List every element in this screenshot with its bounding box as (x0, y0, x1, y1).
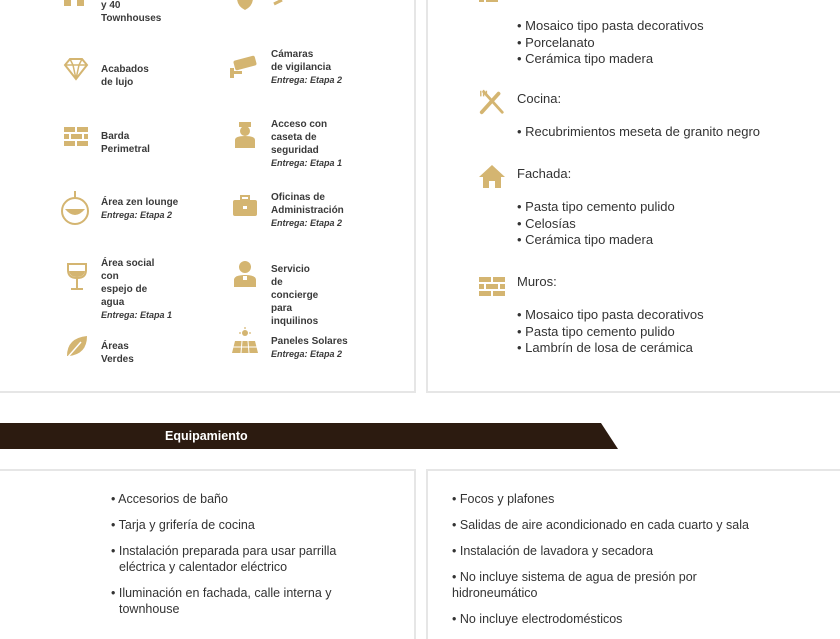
floors-list (517, 18, 704, 68)
amenity-delivery: Entrega: Etapa 2 (271, 349, 343, 359)
concierge-person-icon (231, 259, 259, 287)
leaf-icon (63, 332, 91, 360)
list-item: • Mosaico tipo pasta decorativos (517, 307, 704, 324)
amenity-label (271, 335, 348, 361)
amenity-delivery: Entrega: Etapa 2 (101, 210, 173, 220)
list-item: • Pasta tipo cemento pulido (517, 199, 675, 216)
amenity-label: Servicio de concierge para inquilinos (271, 264, 319, 327)
section-heading-muros: Muros: (517, 274, 557, 289)
equipamiento-banner (0, 423, 618, 449)
building-icon (60, 0, 88, 14)
amenity-label: Barda Perimetral (101, 131, 150, 155)
walls-list (517, 307, 704, 357)
amenity-title: Área zen lounge (101, 197, 179, 208)
list-item: • Accesorios de baño (111, 491, 371, 507)
amenity-delivery: Entrega: Etapa 2 (271, 218, 343, 228)
amenity-title: Área social con espejo de agua (101, 258, 155, 308)
list-item: • Pasta tipo cemento pulido (517, 324, 704, 341)
brick-wall-icon (477, 0, 507, 14)
amenity-title: Cámaras de vigilancia (271, 49, 332, 73)
list-item: • Cerámica tipo madera (517, 51, 704, 68)
amenity-label (271, 118, 342, 170)
amenity-delivery: Entrega: Etapa 1 (271, 158, 343, 168)
amenity-title: Paneles Solares (271, 336, 348, 347)
section-heading-cocina: Cocina: (517, 91, 562, 106)
amenity-title: Oficinas de Administración (271, 192, 344, 216)
brick-wall-icon (62, 123, 90, 151)
section-heading-fachada: Fachada: (517, 166, 572, 181)
list-item: • Cerámica tipo madera (517, 232, 675, 249)
amenity-title: Acceso con caseta de seguridad (271, 119, 328, 156)
amenity-label: y 40 Townhouses (101, 0, 162, 24)
solar-panel-icon (231, 327, 259, 355)
diamond-icon (62, 55, 90, 83)
list-item: • Iluminación en fachada, calle interna y townhouse (111, 585, 371, 617)
amenity-label (101, 196, 178, 222)
list-item: • Mosaico tipo pasta decorativos (517, 18, 704, 35)
wine-glass-icon (63, 262, 91, 290)
kitchen-list (517, 124, 760, 141)
amenity-delivery: Entrega: Etapa 2 (271, 75, 343, 85)
list-item: • Salidas de aire acondicionado en cada cuarto y sala (452, 517, 782, 533)
amenity-label (271, 191, 344, 230)
facade-list (517, 199, 675, 249)
briefcase-icon (231, 193, 259, 221)
amenity-delivery: Entrega: Etapa 1 (101, 310, 173, 320)
security-guard-icon (231, 120, 259, 148)
house-icon (477, 162, 507, 190)
list-item: • Celosías (517, 216, 675, 233)
equipment-list-left (111, 491, 371, 627)
amenity-label (101, 257, 172, 322)
list-item: • No incluye sistema de agua de presión por hidroneumático (452, 569, 782, 601)
brick-wall-icon (477, 273, 507, 301)
hanging-chair-icon (59, 191, 91, 225)
list-item: • Instalación de lavadora y secadora (452, 543, 782, 559)
list-item: • Lambrín de losa de cerámica (517, 340, 704, 357)
list-item: • Instalación preparada para usar parrilla eléctrica y calentador eléctrico (111, 543, 371, 575)
equipment-list-right (452, 491, 782, 637)
list-item: • Porcelanato (517, 35, 704, 52)
small-mark-icon (270, 0, 286, 14)
list-item: • Recubrimientos meseta de granito negro (517, 124, 760, 141)
list-item: • Focos y plafones (452, 491, 782, 507)
amenity-label: Acabados de lujo (101, 64, 149, 88)
amenity-label: Áreas Verdes (101, 341, 134, 365)
amenity-label (271, 48, 342, 87)
shield-icon (231, 0, 259, 14)
equipamiento-title: Equipamiento (165, 429, 248, 443)
fork-knife-icon (477, 88, 507, 116)
security-camera-icon (228, 52, 262, 80)
list-item: • No incluye electrodomésticos (452, 611, 782, 627)
list-item: • Tarja y grifería de cocina (111, 517, 371, 533)
